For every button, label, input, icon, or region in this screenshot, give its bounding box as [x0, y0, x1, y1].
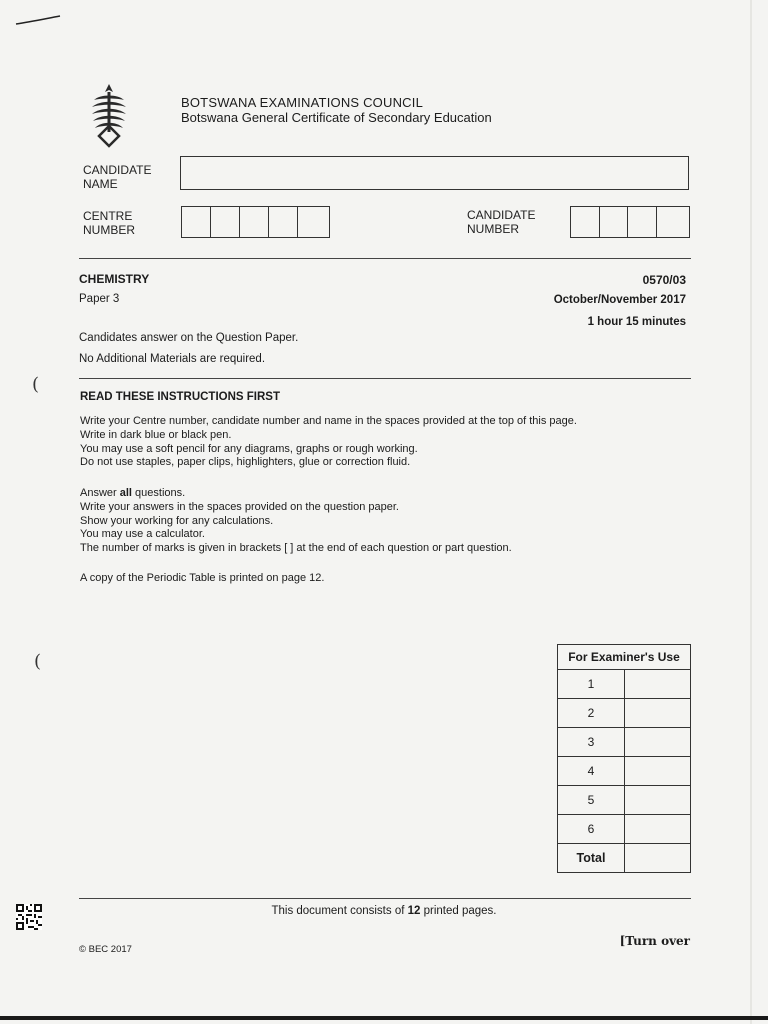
answer-all-line: Answer all questions. [80, 487, 186, 499]
page-edge [750, 0, 752, 1024]
instructions-block-2: Answer all questions. Write your answers in the spaces provided on the question paper. Show your working for any calculations. You may use a calculator. The number of marks is given in brackets [ ] at the end of each question or part question. [80, 487, 512, 555]
copyright: © BEC 2017 [79, 944, 132, 955]
instructions-title: READ THESE INSTRUCTIONS FIRST [80, 391, 280, 403]
table-row: 5 [558, 786, 691, 815]
centre-number-label: CENTRE NUMBER [83, 209, 136, 237]
materials-note: No Additional Materials are required. [79, 353, 266, 365]
qualification-title: Botswana General Certificate of Secondary Education [181, 110, 492, 125]
syllabus-code: 0570/03 [642, 273, 686, 287]
candidate-name-field[interactable] [180, 156, 689, 190]
table-row: 2 [558, 699, 691, 728]
candidate-name-label: CANDIDATE NAME [83, 163, 152, 191]
candidate-number-field[interactable] [570, 206, 690, 238]
mark-cell [625, 786, 691, 815]
pen-stroke-mark [14, 14, 62, 26]
answer-location-note: Candidates answer on the Question Paper. [79, 332, 299, 344]
table-row: 6 [558, 815, 691, 844]
table-row: 1 [558, 670, 691, 699]
exam-duration: 1 hour 15 minutes [587, 316, 686, 328]
margin-mark: ( [32, 374, 40, 395]
divider [79, 378, 691, 379]
instructions-block-1: Write your Centre number, candidate number and name in the spaces provided at the top of this page. Write in dark blue or black pen. You may use a soft pencil for any diagrams, graphs or rough working. Do not use staples, paper clips, highlighters, glue or correction fluid. [80, 415, 577, 469]
organisation-title: BOTSWANA EXAMINATIONS COUNCIL [181, 95, 423, 110]
periodic-table-note: A copy of the Periodic Table is printed on page 12. [80, 572, 325, 584]
mark-cell [625, 757, 691, 786]
paper-number: Paper 3 [79, 293, 120, 305]
turn-over-note: [Turn over [619, 934, 690, 948]
candidate-number-label: CANDIDATE NUMBER [467, 208, 536, 236]
table-row: 4 [558, 757, 691, 786]
bec-logo-icon [86, 80, 132, 150]
table-row: Total [558, 844, 691, 873]
examiner-table-title: For Examiner's Use [558, 645, 691, 670]
table-row: 3 [558, 728, 691, 757]
mark-cell [625, 699, 691, 728]
margin-mark: ( [34, 651, 42, 672]
examiner-use-table [557, 644, 691, 873]
mark-cell [625, 728, 691, 757]
total-cell [625, 844, 691, 873]
centre-number-field[interactable] [181, 206, 330, 238]
page-edge [0, 1016, 768, 1020]
exam-session: October/November 2017 [553, 294, 686, 306]
subject-title: CHEMISTRY [79, 272, 150, 286]
page-count-note: This document consists of 12 printed pages. [271, 905, 497, 917]
divider [79, 898, 691, 899]
mark-cell [625, 815, 691, 844]
mark-cell [625, 670, 691, 699]
divider [79, 258, 691, 259]
